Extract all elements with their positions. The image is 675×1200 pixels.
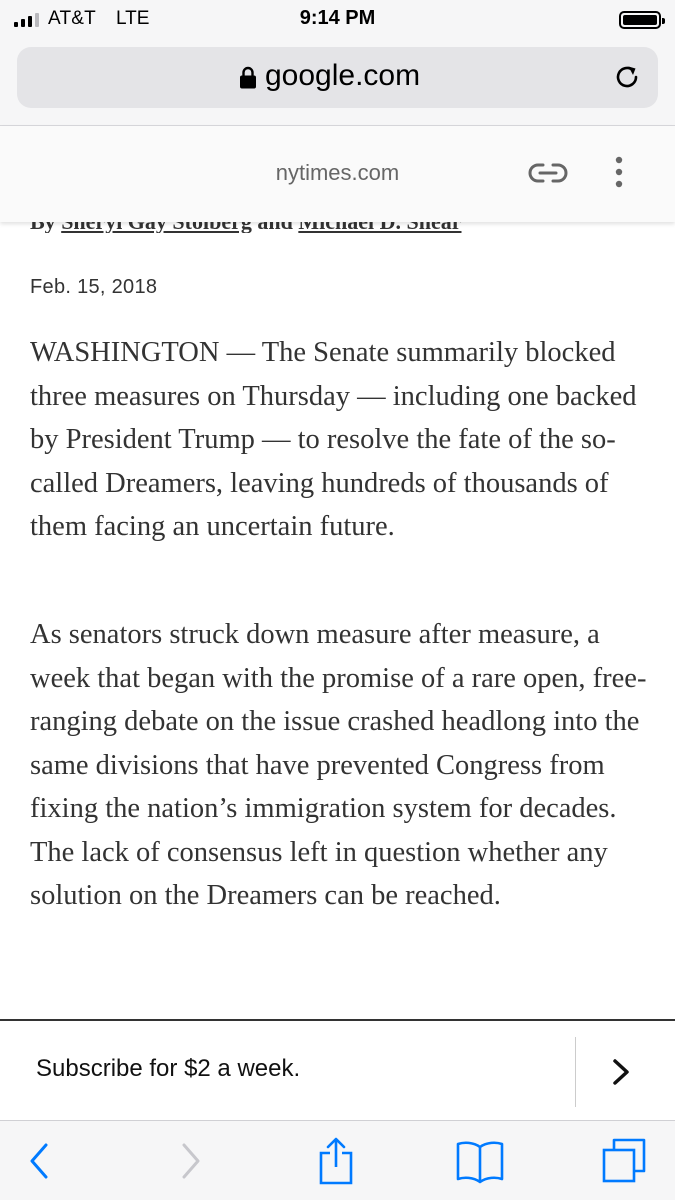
carrier-name: AT&T bbox=[48, 8, 96, 29]
back-icon[interactable] bbox=[24, 1135, 54, 1187]
more-options-icon[interactable] bbox=[612, 156, 626, 188]
bookmarks-icon[interactable] bbox=[455, 1135, 505, 1187]
address-bar-area bbox=[0, 38, 675, 126]
clock: 9:14 PM bbox=[299, 7, 376, 29]
divider bbox=[575, 1037, 576, 1107]
article-paragraph: As senators struck down measure after measure, a week that began with the promise of a rare open, free-ranging debate on the issue crashed headlong into the same divisions that have prevented Congress from fixing the nation’s immigration system for decades. The lack of consensus left in question whether any solution on the Dreamers can be reached. bbox=[30, 619, 647, 911]
subscribe-banner[interactable] bbox=[0, 1019, 675, 1120]
chevron-right-icon[interactable] bbox=[610, 1058, 632, 1086]
network-type: LTE bbox=[116, 8, 150, 29]
link-icon[interactable] bbox=[528, 160, 568, 186]
share-icon[interactable] bbox=[315, 1135, 357, 1187]
forward-icon bbox=[176, 1135, 206, 1187]
tabs-icon[interactable] bbox=[600, 1135, 648, 1187]
article-date: Feb. 15, 2018 bbox=[30, 276, 158, 298]
lock-icon bbox=[239, 66, 257, 89]
amp-viewer-header bbox=[0, 126, 675, 222]
address-bar[interactable] bbox=[17, 47, 658, 108]
battery-icon bbox=[619, 11, 661, 29]
url-text[interactable]: google.com bbox=[265, 59, 421, 92]
article-paragraph: WASHINGTON — The Senate summarily blocked three measures on Thursday — including one backed by President Trump — to resolve the fate of the so-called Dreamers, leaving hundreds of thousands of them facing an uncertain future. bbox=[30, 337, 637, 542]
status-bar bbox=[0, 0, 675, 38]
subscribe-text[interactable]: Subscribe for $2 a week. bbox=[36, 1055, 301, 1082]
source-domain[interactable]: nytimes.com bbox=[275, 160, 400, 185]
reload-icon[interactable] bbox=[613, 62, 643, 92]
browser-toolbar bbox=[0, 1120, 675, 1200]
